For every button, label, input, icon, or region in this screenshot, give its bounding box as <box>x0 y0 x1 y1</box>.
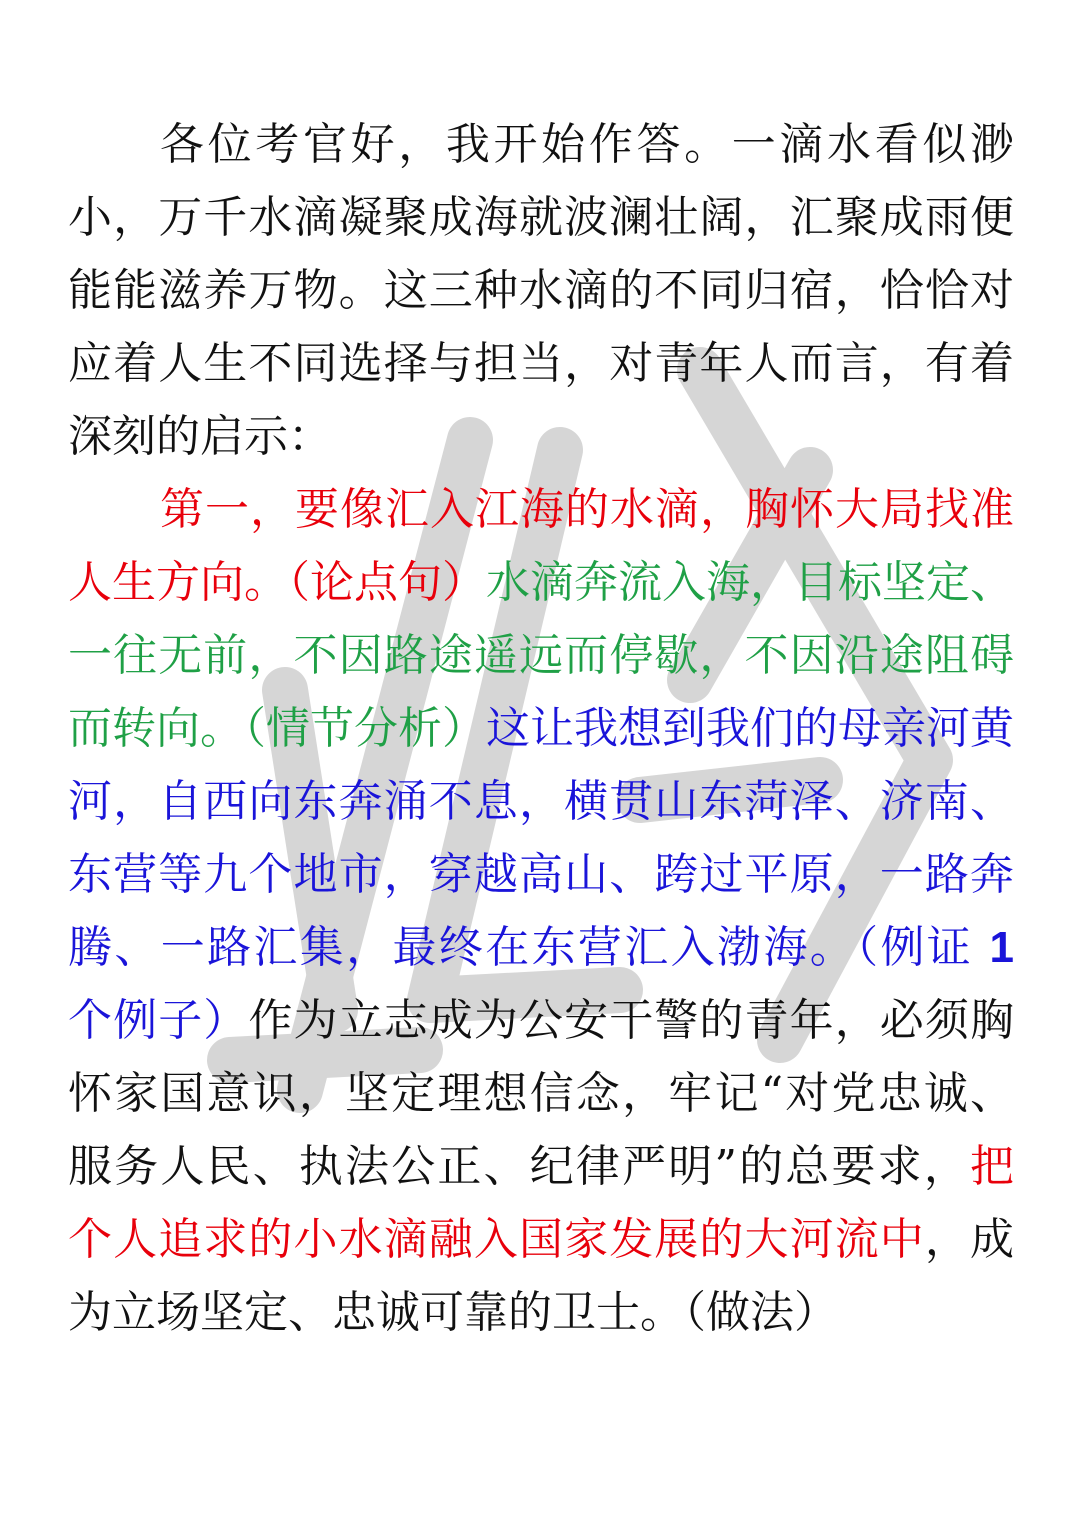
essay-body <box>68 108 1014 1349</box>
example-suffix: 个例子） <box>68 995 249 1046</box>
practice-key-phrase: 把个人追求的小水滴融入国家发展的大河流中 <box>68 1141 1014 1265</box>
thesis-sentence: 第一，要像汇入江海的水滴，胸怀大局找准人生方向。（论点句） <box>68 484 1014 608</box>
practice-text: 作为立志成为公安干警的青年，必须胸怀家国意识，坚定理想信念，牢记“对党忠诚、服务人民、执法公正、纪律严明”的总要求， <box>68 995 1015 1192</box>
example-text: 这让我想到我们的母亲河黄河，自西向东奔涌不息，横贯山东菏泽、济南、东营等九个地市，穿越高山、跨过平原，一路奔腾、一路汇集，最终在东营汇入渤海。（例证 <box>68 703 1014 973</box>
example-count: 1 <box>989 923 1014 972</box>
plot-analysis: 水滴奔流入海，目标坚定、一往无前，不因路途遥远而停歇，不因沿途阻碍而转向。（情节分析） <box>68 557 1014 754</box>
intro-text: 各位考官好，我开始作答。一滴水看似渺小，万千水滴凝聚成海就波澜壮阔，汇聚成雨便能能滋养万物。这三种水滴的不同归宿，恰恰对应着人生不同选择与担当，对青年人而言，有着深刻的启示： <box>68 119 1014 462</box>
point-one-paragraph <box>68 473 1014 1349</box>
practice-conclusion: ，成为立场坚定、忠诚可靠的卫士。（做法） <box>68 1214 1015 1338</box>
intro-paragraph <box>68 108 1014 473</box>
